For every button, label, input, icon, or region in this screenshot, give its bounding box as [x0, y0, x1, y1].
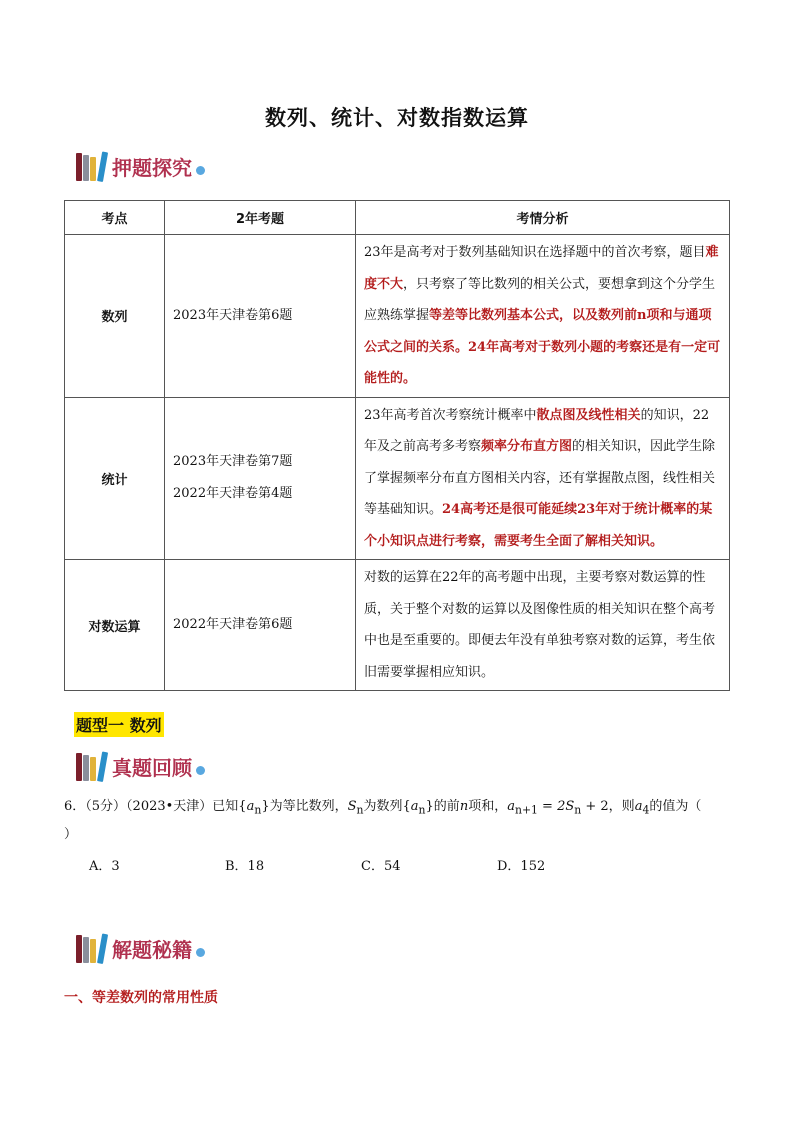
- section-title: 真题回顾: [112, 755, 192, 780]
- highlight-text: 难度不大: [364, 245, 719, 292]
- highlight-text: 散点图及线性相关: [536, 407, 641, 423]
- analysis-text: 23年是高考对于数列基础知识在选择题中的首次考察，题目: [364, 245, 706, 260]
- section-header-tips: [76, 932, 205, 964]
- table-row: [65, 235, 730, 398]
- years-cell: [165, 560, 356, 691]
- page-title: 数列、统计、对数指数运算: [265, 106, 529, 130]
- years-cell: [165, 397, 356, 560]
- highlight-text: 等差等比数列基本公式，以及数列前n项和与通项公式之间的关系。24年高考对于数列小题的考察还是有一定可能性的。: [364, 308, 721, 386]
- table-row: [65, 397, 730, 560]
- topic-cell: 统计: [65, 397, 165, 560]
- highlight-text: 24高考还是很可能延续23年对于统计概率的某个小知识点进行考察，需要考生全面了解相关知识。: [364, 502, 713, 549]
- table-row: [65, 560, 730, 691]
- section-header-review: [76, 750, 205, 782]
- section-header-exploration: [76, 150, 205, 182]
- header-years: 2年考题: [165, 201, 356, 235]
- analysis-cell: [356, 397, 730, 560]
- dot-icon: [196, 166, 205, 175]
- choice-d[interactable]: D．152: [497, 859, 546, 874]
- books-icon: [76, 933, 104, 963]
- subheading: 一、等差数列的常用性质: [64, 990, 218, 1006]
- table-header-row: [65, 201, 730, 235]
- years-cell: [165, 235, 356, 398]
- analysis-text: ，只考察了等比数列的相关公式，要想拿到这个分学生应熟练掌握: [364, 276, 716, 323]
- section-title: 押题探究: [112, 155, 192, 180]
- header-analysis: 考情分析: [356, 201, 730, 235]
- dot-icon: [196, 948, 205, 957]
- analysis-text: 的相关知识，因此学生除了掌握频率分布直方图相关内容，还有掌握散点图，线性相关等基础知识。: [364, 439, 716, 517]
- choice-a[interactable]: A．3: [89, 859, 120, 874]
- highlight-text: 频率分布直方图: [481, 439, 573, 454]
- choice-c[interactable]: C．54: [361, 859, 401, 874]
- books-icon: [76, 751, 104, 781]
- analysis-cell: [356, 560, 730, 691]
- exam-year-item: 2023年天津卷第6题: [173, 307, 293, 323]
- analysis-text: 23年高考首次考察统计概率中: [364, 407, 537, 423]
- analysis-text: 的知识，22年及之前高考多考察: [364, 407, 710, 454]
- exam-analysis-table: [64, 200, 730, 691]
- exam-year-item: 2023年天津卷第7题: [173, 454, 293, 470]
- analysis-cell: [356, 235, 730, 398]
- exam-year-item: 2022年天津卷第6题: [173, 617, 293, 632]
- question-text: 6．（5分）（2023•天津）已知$\{a_n\}$为等比数列，$S_n$为数列$\{a_n\}$的前n项和，$a_{n+1} = 2S_n + 2$，则$a_4$的值为（ ）: [64, 799, 702, 842]
- books-icon: [76, 151, 104, 181]
- dot-icon: [196, 766, 205, 775]
- exam-year-item: 2022年天津卷第4题: [173, 486, 293, 502]
- choice-b[interactable]: B．18: [225, 859, 265, 874]
- answer-choices: [89, 855, 633, 874]
- header-topic: 考点: [65, 201, 165, 235]
- topic-cell: 对数运算: [65, 560, 165, 691]
- analysis-text: 对数的运算在22年的高考题中出现，主要考察对数运算的性质，关于整个对数的运算以及图像性质的相关知识在整个高考中也是至重要的。即便去年没有单独考察对数的运算，考生依旧需要掌握相应知识。: [364, 570, 716, 680]
- question-type-tag: 题型一 数列: [74, 712, 164, 737]
- topic-cell: 数列: [65, 235, 165, 398]
- section-title: 解题秘籍: [112, 937, 192, 962]
